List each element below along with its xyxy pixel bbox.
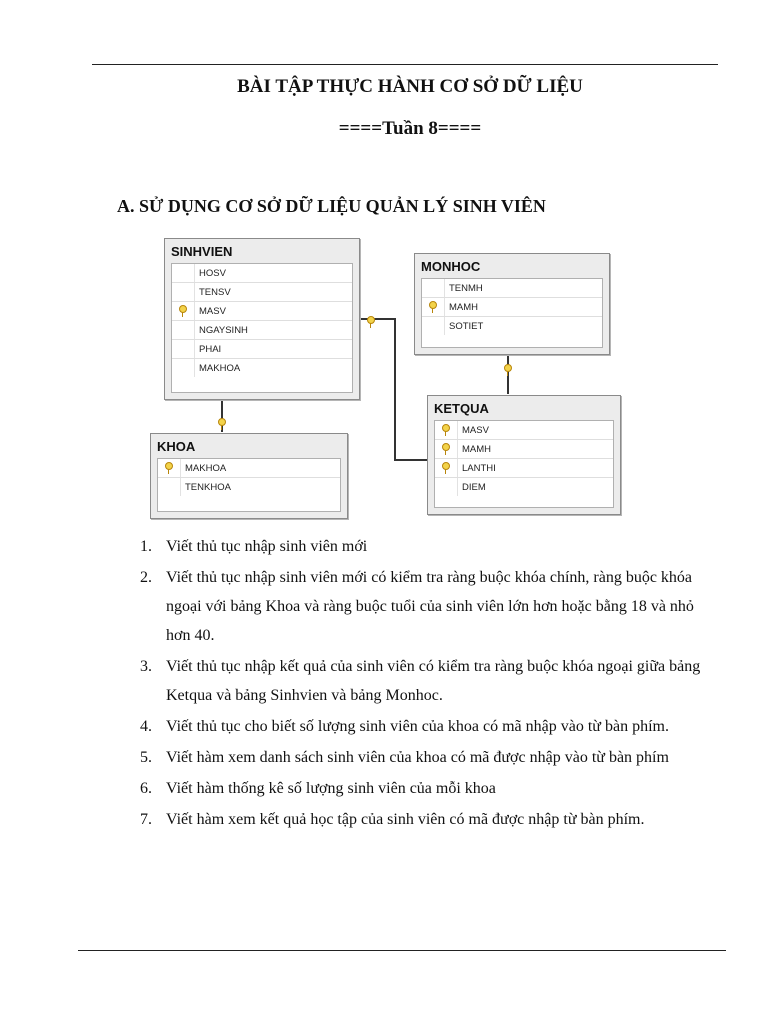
list-item: 5. Viết hàm xem danh sách sinh viên của khoa có mã được nhập vào từ bàn phím	[140, 749, 669, 766]
list-item: 7. Viết hàm xem kết quả học tập của sinh viên có mã được nhập từ bàn phím.	[140, 811, 645, 828]
primary-key-icon	[442, 462, 450, 470]
list-item: 3. Viết thủ tục nhập kết quả của sinh viên có kiểm tra ràng buộc khóa ngoại giữa bảng Ketqua và bảng Sinhvien và bảng Monhoc.	[140, 658, 701, 704]
list-item: 2. Viết thủ tục nhập sinh viên mới có kiểm tra ràng buộc khóa chính, ràng buộc khóa ngoại với bảng Khoa và ràng buộc tuổi của sinh viên lớn hơn hoặc bằng 18 và nhỏ hơn 40.	[140, 569, 694, 644]
relation-key-icon	[218, 418, 226, 426]
primary-key-icon	[429, 301, 437, 309]
database-diagram	[140, 230, 630, 525]
table-khoa-columns	[157, 458, 341, 512]
top-rule	[92, 64, 718, 65]
document-subtitle: ====Tuần 8====	[338, 118, 482, 139]
list-item: 4. Viết thủ tục cho biết số lượng sinh viên của khoa có mã nhập vào từ bàn phím.	[140, 718, 669, 735]
table-sinhvien[interactable]	[164, 238, 360, 400]
column-row: HOSV	[172, 264, 352, 283]
relation-key-icon	[367, 316, 375, 324]
column-row: PHAI	[172, 340, 352, 359]
column-row: MAMH	[422, 298, 602, 317]
table-khoa-title: KHOA	[157, 439, 196, 454]
column-row: TENMH	[422, 279, 602, 298]
column-row: NGAYSINH	[172, 321, 352, 340]
column-row: SOTIET	[422, 317, 602, 335]
column-row: TENKHOA	[158, 478, 340, 496]
relation-line-sinhvien-ketqua	[360, 318, 394, 320]
list-item: 6. Viết hàm thống kê số lượng sinh viên của mỗi khoa	[140, 780, 496, 797]
primary-key-icon	[179, 305, 187, 313]
column-row: TENSV	[172, 283, 352, 302]
list-item: 1. Viết thủ tục nhập sinh viên mới	[140, 538, 368, 555]
document-title: BÀI TẬP THỰC HÀNH CƠ SỞ DỮ LIỆU	[237, 76, 583, 97]
table-sinhvien-columns	[171, 263, 353, 393]
column-row: DIEM	[435, 478, 613, 496]
table-monhoc[interactable]	[414, 253, 610, 355]
table-ketqua-columns	[434, 420, 614, 508]
column-row: MAKHOA	[158, 459, 340, 478]
column-row: LANTHI	[435, 459, 613, 478]
table-monhoc-columns	[421, 278, 603, 348]
table-khoa[interactable]	[150, 433, 348, 519]
section-heading: A. SỬ DỤNG CƠ SỞ DỮ LIỆU QUẢN LÝ SINH VIÊN	[117, 196, 546, 216]
bottom-rule	[78, 950, 726, 951]
relation-key-icon	[504, 364, 512, 372]
relation-line-sinhvien-ketqua-vertical	[394, 318, 396, 460]
task-list	[140, 532, 710, 836]
table-monhoc-title: MONHOC	[421, 259, 481, 274]
column-row: MASV	[172, 302, 352, 321]
primary-key-icon	[442, 424, 450, 432]
table-sinhvien-title: SINHVIEN	[171, 244, 233, 259]
table-ketqua-title: KETQUA	[434, 401, 489, 416]
column-row: MAMH	[435, 440, 613, 459]
column-row: MAKHOA	[172, 359, 352, 377]
column-row: MASV	[435, 421, 613, 440]
primary-key-icon	[165, 462, 173, 470]
table-ketqua[interactable]	[427, 395, 621, 515]
primary-key-icon	[442, 443, 450, 451]
